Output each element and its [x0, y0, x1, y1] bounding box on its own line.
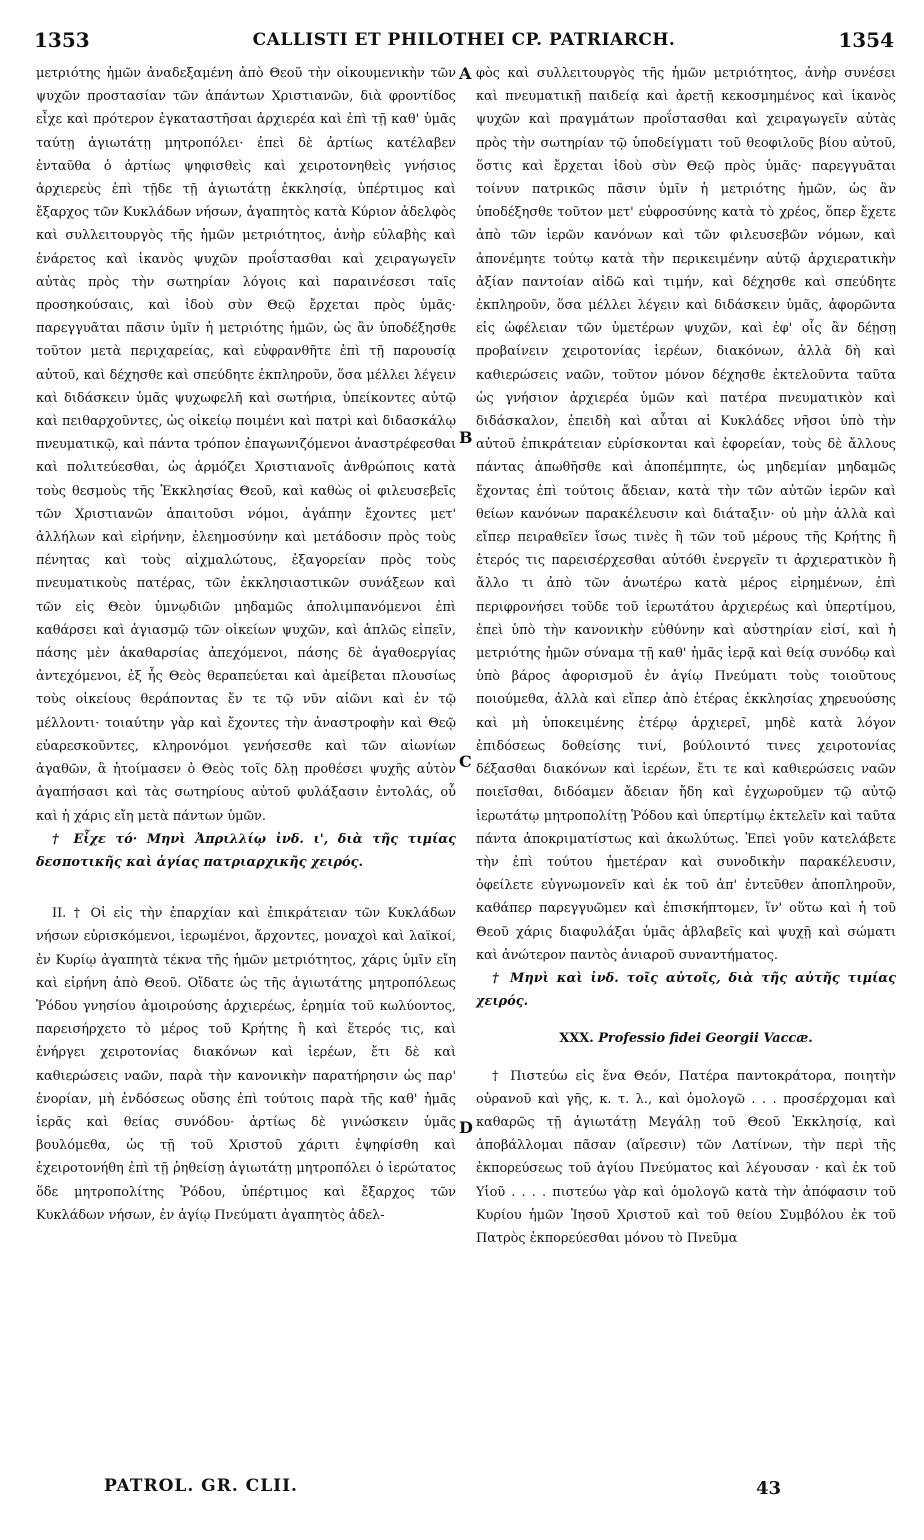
page-number-right: 1354: [838, 28, 894, 52]
right-paragraph-1: φὸς καὶ συλλειτουργὸς τῆς ἡμῶν μετριότητος, ἀνὴρ συνέσει καὶ πνευματικῇ παιδείᾳ καὶ ἀρετῇ κεκοσμημένος καὶ ἱκανὸς ψυχῶν καὶ πραγμάτων προΐστασθαι καὶ χειραγωγεῖν αὐτὰς πρὸς τὴν σωτηρίαν τῷ ὑποδείγματι τοῦ θεοφιλοῦς βίου αὐτοῦ, ὅστις καὶ ἔρχεται ἰδοὺ σὺν Θεῷ πρὸς ὑμᾶς· παρεγγυᾶται τοίνυν πατρικῶς πᾶσιν ὑμῖν ἡ μετριότης ἡμῶν, ὡς ἂν ὑποδέξησθε τοῦτον μετ' εὐφροσύνης κατὰ τὸ χρέος, ὅπερ ἔχετε ἀπὸ τῶν ἱερῶν κανόνων καὶ τῶν φιλευσεβῶν νόμων, καὶ ἀπονέμητε τούτῳ κατὰ τὴν περικειμένην αὐτῷ ἀρχιερατικὴν ἀξίαν παντοίαν αἰδῶ καὶ τιμήν, καὶ δέχησθε καὶ σπεύδητε ἐκπληροῦν, ὅσα μέλλει λέγειν καὶ διδάσκειν ὑμᾶς, ἀφορῶντα εἰς ὠφέλειαν τῶν ὑμετέρων ψυχῶν, καὶ ἐφ' οἷς ἂν δέῃσῃ προβαίνειν χειροτονίας ἱερέων, διακόνων, ἀλλὰ δὴ καὶ καθιερώσεις ναῶν, τοῦτον μόνον δέχησθε ἐκτελοῦντα ταῦτα ὡς γνήσιον ἀρχιερέα ὑμῶν καὶ πατέρα πνευματικὸν καὶ διδάσκαλον, ἐπειδὴ καὶ αὗται αἱ Κυκλάδες νῆσοι ὑπὸ τὴν αὐτοῦ ἐπικράτειαν εὑρίσκονται καὶ ἐφορείαν, τοὺς δὲ ἄλλους πάντας ἀπωθῆσθε καὶ ἀποπέμπητε, ὡς μηδεμίαν μηδαμῶς ἔχοντας ἐπὶ τούτοις ἄδειαν, κατὰ τὴν τῶν αὐτῶν ἱερῶν καὶ θείων κανόνων παρακέλευσιν καὶ διάταξιν· οὐ μὴν ἀλλὰ καὶ εἴπερ πειραθεῖεν ἴσως τινὲς ἢ τῶν τοῦ μέρους τῆς Κρήτης ἢ ἑτερός τις παρεισέρχεσθαι αὐτόθι ἐνεργεῖν τι ἀρχιερατικὸν ἢ ἄλλο τι ἀπὸ τῶν ἀνωτέρω κατὰ μέρος εἰρημένων, ἐπὶ περιφρονήσει τοῦδε τοῦ ἱερωτάτου ἀρχιερέως καὶ ὑπερτίμου, ἐπεὶ ὑπὸ τὴν κανονικὴν εὐθύνην καὶ αὐστηρίαν εἰσί, καὶ ἡ μετριότης ἡμῶν σύναμα τῇ καθ' ἡμᾶς ἱερᾷ καὶ θείᾳ συνόδῳ καὶ ὑπὸ βάρος ἀφορισμοῦ ἐν ἁγίῳ Πνεύματι τοὺς τοιοῦτους ποιούμεθα, ἀλλὰ καὶ εἴπερ ἀπὸ ἑτέρας ἐκκλησίας χηρευούσης καὶ μὴ ὑποκειμένης ἑτέρῳ ἀρχιερεῖ, μηδὲ κατὰ λόγον ἐπιδόσεως δοθείσης τινί, βούλοιντό τινες χειροτονίας δέξασθαι διακόνων καὶ ἱερέων, ἔτι τε καὶ καθιερώσεις ναῶν ποιεῖσθαι, διδόαμεν ἄδειαν ἤδη καὶ ἐγχωροῦμεν τῷ αὐτῷ ἱερωτάτῳ μητροπολίτῃ Ῥόδου καὶ ὑπερτίμῳ ἐκτελεῖν καὶ ταῦτα πάντα ἀποκριματίστως καὶ ἀκωλύτως. Ἐπεὶ γοῦν κατελάβετε τὴν ἐπὶ τούτου ἡμετέραν καὶ συνοδικὴν παρακέλευσιν, ὀφείλετε εὐγνωμονεῖν καὶ ἐκ τοῦ ἀπ' ἐντεῦθεν ἀποπληροῦν, καθάπερ παρεγγυῶμεν καὶ ἐπισκήπτομεν, ἵν' οὕτω καὶ ἡ τοῦ Θεοῦ χάρις διαφυλάξαι ὑμᾶς ἀβλαβεῖς καὶ ψυχῇ καὶ σώματι καὶ ἀνώτερον παντὸς ἀνιαροῦ συναντήματος.: [476, 66, 896, 963]
left-paragraph-2: II. † Οἱ εἰς τὴν ἐπαρχίαν καὶ ἐπικράτειαν τῶν Κυκλάδων νήσων εὑρισκόμενοι, ἱερωμένοι, ἄρχοντες, μοναχοὶ καὶ λαϊκοί, ἐν Κυρίῳ ἀγαπητὰ τέκνα τῆς ἡμῶν μετριότητος, χάρις ὑμῖν εἴη καὶ εἰρήνη ἀπὸ Θεοῦ. Οἴδατε ὡς τῆς ἁγιωτάτης μητροπόλεως Ῥόδου γνησίου ἀμοιρούσης ἀρχιερέως, ἐρημία τοῦ κωλύοντος, παρεισήρχετο τὸ μέρος τοῦ Κρήτης ἢ καὶ ἕτερός τις, καὶ ἐνήργει χειροτονίας διακόνων καὶ ἱερέων, ἔτι δὲ καὶ καθιερώσεις ναῶν, παρὰ τὴν κανονικὴν παρατήρησιν ὡς παρ' ἐνορίαν, μὴ ἐνδόσεως οὔσης ἐπὶ τούτοις παρὰ τῆς καθ' ἡμᾶς ἱερᾶς καὶ θείας συνόδου· ἀρτίως δὲ γινώσκειν ὑμᾶς βουλόμεθα, ὡς τῇ τοῦ Χριστοῦ χάριτι ἐψηφίσθη καὶ ἐχειροτονήθη ἐπὶ τῇ ῥηθείσῃ ἁγιωτάτῃ μητροπόλει ὁ ἱερώτατος ὅδε μητροπολίτης Ῥόδου, ὑπέρτιμος καὶ ἔξαρχος τῶν Κυκλάδων νήσων, ἐν ἁγίῳ Πνεύματι ἀγαπητὸς ἀδελ-: [36, 906, 456, 1223]
section-number: XXX.: [559, 1031, 594, 1047]
footer-source: PATROL. GR. CLII.: [104, 1476, 298, 1496]
page-number-left: 1353: [34, 28, 90, 52]
margin-letter-a: A: [459, 64, 472, 83]
signature-1: † Εἶχε τό· Μηνὶ Ἀπριλλίῳ ἰνδ. ι', διὰ τῆς τιμίας δεσποτικῆς καὶ ἁγίας πατριαρχικῆς χειρός.: [36, 831, 456, 870]
section-title: Professio fidei Georgii Vaccæ.: [598, 1031, 813, 1047]
right-paragraph-2: † Πιστεύω εἰς ἕνα Θεόν, Πατέρα παντοκράτορα, ποιητὴν οὐρανοῦ καὶ γῆς, κ. τ. λ., καὶ ὁμολογῶ . . . προσέρχομαι καὶ καθαρῶς τῇ ἁγιωτάτῃ Μεγάλῃ τοῦ Θεοῦ Ἐκκλησίᾳ, καὶ ἀποβάλλομαι πᾶσαν (αἵρεσιν) τῶν Λατίνων, τὴν περὶ τῆς ἐκπορεύσεως τοῦ ἁγίου Πνεύματος καὶ λέγουσαν · καὶ ἐκ τοῦ Υἱοῦ . . . . πιστεύω γὰρ καὶ ὁμολογῶ κατὰ τὴν ἀπόφασιν τοῦ Κυρίου ἡμῶν Ἰησοῦ Χριστοῦ καὶ τοῦ θείου Συμβόλου ἐκ τοῦ Πατρὸς ἐκπορεύεσθαι μόνου τὸ Πνεῦμα: [476, 1068, 896, 1246]
margin-letter-b: B: [459, 428, 473, 447]
right-column: [476, 62, 896, 1250]
left-paragraph-1: μετριότης ἡμῶν ἀναδεξαμένη ἀπὸ Θεοῦ τὴν οἰκουμενικὴν τῶν ψυχῶν προστασίαν τῶν ἁπάντων Χριστιανῶν, διὰ φροντίδος εἶχε καὶ πρότερον ἐγκαταστῆσαι ἀρχιερέα καὶ ἐπὶ τῇ καθ' ὑμᾶς ταύτῃ ἁγιωτάτῃ μητροπόλει· ἐπεὶ δὲ ἀρτίως κατέλαβεν ἐνταῦθα ὁ ἀρτίως ψηφισθεὶς καὶ χειροτονηθεὶς γνήσιος ἀρχιερεὺς ἐπὶ τῇδε τῇ ἁγιωτάτῃ ἐκκλησίᾳ, ὑπέρτιμος καὶ ἔξαρχος τῶν Κυκλάδων νήσων, ἀγαπητὸς κατὰ Κύριον ἀδελφὸς καὶ συλλειτουργὸς τῆς ἡμῶν μετριότητος, ἀνὴρ εὐλαβὴς καὶ ἐνάρετος καὶ ἱκανὸς ψυχῶν προΐστασθαι καὶ χειραγωγεῖν αὐτὰς πρὸς τὴν σωτηρίαν λόγοις καὶ παραινέσεσι ταῖς προσηκούσαις, καὶ ἰδοὺ σὺν Θεῷ ἔρχεται πρὸς ὑμᾶς· παρεγγυᾶται πᾶσιν ὑμῖν ἡ μετριότης ἡμῶν, ὡς ἂν ὑποδέξησθε τοῦτον μετὰ περιχαρείας, καὶ εὐφρανθῆτε ἐπὶ τῇ παρουσίᾳ αὐτοῦ, καὶ δέχησθε καὶ σπεύδητε ἐκπληροῦν, ὅσα μέλλει λέγειν καὶ διδάσκειν ὑμᾶς ψυχωφελῆ καὶ σωτήρια, ὑπείκοντες αὐτῷ καὶ πειθαρχοῦντες, ὡς οἰκείῳ ποιμένι καὶ πατρὶ καὶ διδασκάλῳ πνευματικῷ, καὶ πάντα τρόπον ἐπαγωνιζόμενοι ἀναστρέφεσθαι καὶ πολιτεύεσθαι, ὡς ἁρμόζει Χριστιανοῖς ἀνθρώποις κατὰ τοὺς θεσμοὺς τῆς Ἐκκλησίας Θεοῦ, καὶ καθὼς οἱ φιλευσεβεῖς τῶν Χριστιανῶν ἀπαιτοῦσι νόμοι, ἀγάπην ἔχοντες μετ' ἀλλήλων καὶ εἰρήνην, ἐλεημοσύνην καὶ μετάδοσιν πρὸς τοὺς πένητας καὶ τοὺς αἰχμαλώτους, ἐξαγορείαν πρὸς τοὺς πνευματικοὺς πατέρας, τῶν ἐκκλησιαστικῶν συνάξεων καὶ τῶν εἰς Θεὸν ὑμνῳδιῶν μηδαμῶς ἀπολιμπανόμενοι ἐπὶ καθάρσει καὶ ἁγιασμῷ τῶν οἰκείων ψυχῶν, καὶ ἁπλῶς εἰπεῖν, πάσης μὲν ἀκαθαρσίας ἀπεχόμενοι, πάσης δὲ ἀγαθοεργίας ἀντεχόμενοι, ἐξ ἧς Θεὸς θεραπεύεται καὶ ἀμείβεται πλουσίως τοὺς οἰκείους θεράποντας ἔν τε τῷ νῦν αἰῶνι καὶ ἐν τῷ μέλλοντι· τοιαύτην γὰρ καὶ ἔχοντες τὴν ἀναστροφὴν καὶ Θεῷ εὐαρεσκοῦντες, κληρονόμοι γενήσεσθε καὶ τῶν αἰωνίων ἀγαθῶν, ἃ ἡτοίμασεν ὁ Θεὸς τοῖς δλῃ προθέσει ψυχῆς αὐτὸν ἀγαπήσασι καὶ τὰς σωτηρίους αὐτοῦ φυλάξασιν ἐντολάς, οὗ καὶ ἡ χάρις εἴη μετὰ πάντων ὑμῶν.: [36, 66, 456, 824]
signature-2: † Μηνὶ καὶ ἰνδ. τοῖς αὐτοῖς, διὰ τῆς αὐτῆς τιμίας χειρός.: [476, 970, 896, 1010]
page-header: [34, 28, 894, 58]
running-title: CALLISTI ET PHILOTHEI CP. PATRIARCH.: [252, 30, 676, 50]
margin-letter-c: C: [459, 752, 472, 771]
left-column: [36, 62, 456, 1227]
footer-signature-mark: 43: [756, 1478, 782, 1499]
margin-letter-d: D: [459, 1118, 473, 1137]
section-heading: [476, 1027, 896, 1050]
